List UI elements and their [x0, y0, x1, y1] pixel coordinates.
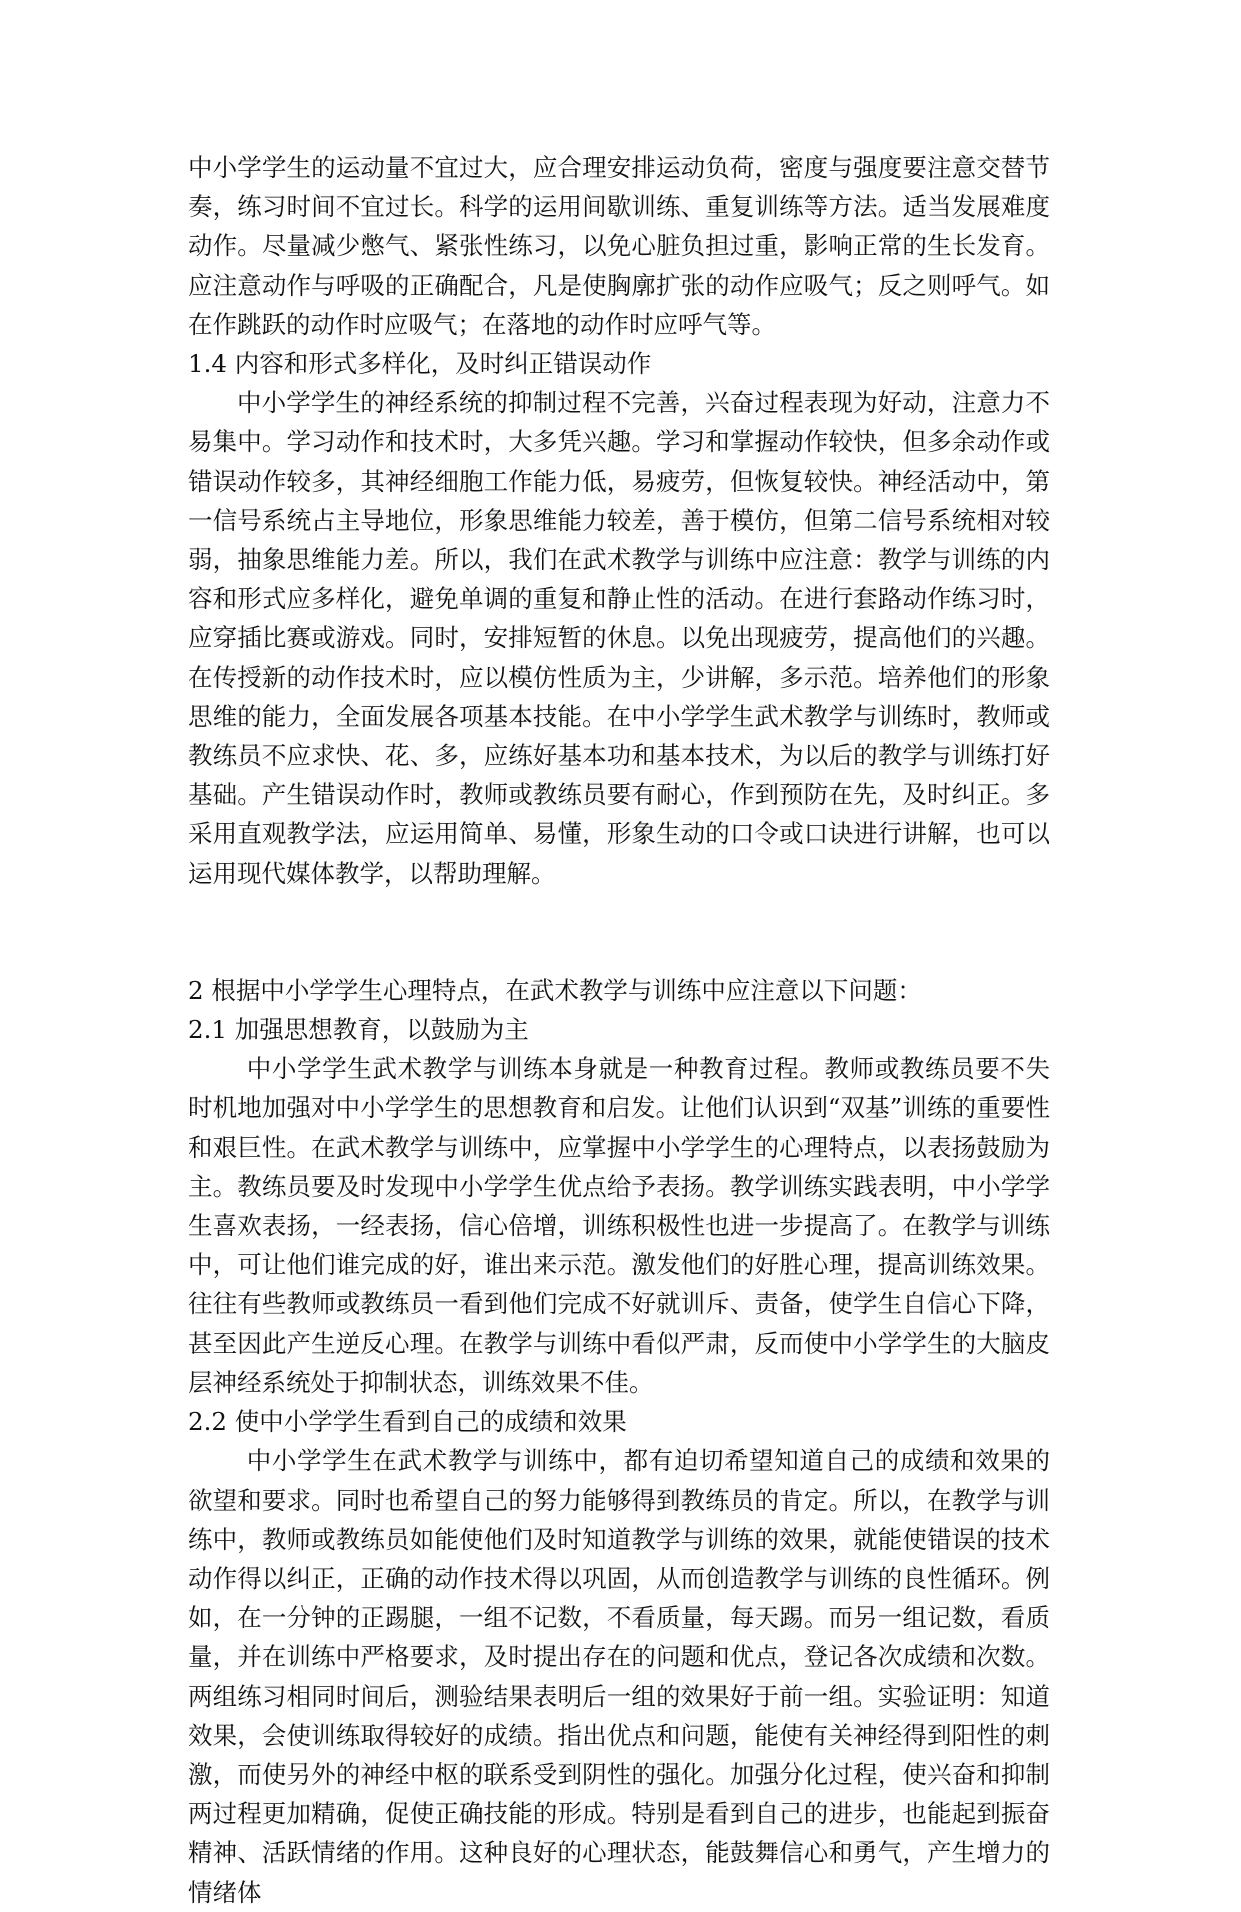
section-heading-1-4: 1.4 内容和形式多样化，及时纠正错误动作: [188, 349, 652, 379]
body-paragraph: 中小学学生的运动量不宜过大，应合理安排运动负荷，密度与强度要注意交替节奏，练习时间不宜过长。科学的运用间歇训练、重复训练等方法。适当发展难度动作。尽量减少憋气、紧张性练习，以免心脏负担过重，影响正常的生长发育。应注意动作与呼吸的正确配合，凡是使胸廓扩张的动作应吸气；反之则呼气。如在作跳跃的动作时应吸气；在落地的动作时应呼气等。: [188, 153, 1050, 339]
body-paragraph: 中小学学生武术教学与训练本身就是一种教育过程。教师或教练员要不失时机地加强对中小学学生的思想教育和启发。让他们认识到“双基”训练的重要性和艰巨性。在武术教学与训练中，应掌握中小学学生的心理特点，以表扬鼓励为主。教练员要及时发现中小学学生优点给予表扬。教学训练实践表明，中小学学生喜欢表扬，一经表扬，信心倍增，训练积极性也进一步提高了。在教学与训练中，可让他们谁完成的好，谁出来示范。激发他们的好胜心理，提高训练效果。往往有些教师或教练员一看到他们完成不好就训斥、责备，使学生自信心下降，甚至因此产生逆反心理。在教学与训练中看似严肃，反而使中小学学生的大脑皮层神经系统处于抑制状态，训练效果不佳。: [188, 1054, 1050, 1397]
section-heading-2-1: 2.1 加强思想教育，以鼓励为主: [188, 1015, 529, 1045]
section-spacer: [188, 893, 1050, 971]
body-paragraph: 中小学学生的神经系统的抑制过程不完善，兴奋过程表现为好动，注意力不易集中。学习动作和技术时，大多凭兴趣。学习和掌握动作较快，但多余动作或错误动作较多，其神经细胞工作能力低，易疲劳，但恢复较快。神经活动中，第一信号系统占主导地位，形象思维能力较差，善于模仿，但第二信号系统相对较弱，抽象思维能力差。所以，我们在武术教学与训练中应注意：教学与训练的内容和形式应多样化，避免单调的重复和静止性的活动。在进行套路动作练习时，应穿插比赛或游戏。同时，安排短暂的休息。以免出现疲劳，提高他们的兴趣。在传授新的动作技术时，应以模仿性质为主，少讲解，多示范。培养他们的形象思维的能力，全面发展各项基本技能。在中小学学生武术教学与训练时，教师或教练员不应求快、花、多，应练好基本功和基本技术，为以后的教学与训练打好基础。产生错误动作时，教师或教练员要有耐心，作到预防在先，及时纠正。多采用直观教学法，应运用简单、易懂，形象生动的口令或口诀进行讲解，也可以运用现代媒体教学，以帮助理解。: [188, 388, 1050, 888]
section-heading-2-2: 2.2 使中小学学生看到自己的成绩和效果: [188, 1407, 627, 1437]
section-heading-2: 2 根据中小学学生心理特点，在武术教学与训练中应注意以下问题：: [188, 975, 922, 1005]
document-page: [188, 148, 1050, 1912]
body-paragraph: 中小学学生在武术教学与训练中，都有迫切希望知道自己的成绩和效果的欲望和要求。同时也希望自己的努力能够得到教练员的肯定。所以，在教学与训练中，教师或教练员如能使他们及时知道教学与训练的效果，就能使错误的技术动作得以纠正，正确的动作技术得以巩固，从而创造教学与训练的良性循环。例如，在一分钟的正踢腿，一组不记数，不看质量，每天踢。而另一组记数，看质量，并在训练中严格要求，及时提出存在的问题和优点，登记各次成绩和次数。两组练习相同时间后，测验结果表明后一组的效果好于前一组。实验证明：知道效果，会使训练取得较好的成绩。指出优点和问题，能使有关神经得到阳性的刺激，而使另外的神经中枢的联系受到阴性的强化。加强分化过程，使兴奋和抑制两过程更加精确，促使正确技能的形成。特别是看到自己的进步，也能起到振奋精神、活跃情绪的作用。这种良好的心理状态，能鼓舞信心和勇气，产生增力的情绪体: [188, 1446, 1050, 1907]
